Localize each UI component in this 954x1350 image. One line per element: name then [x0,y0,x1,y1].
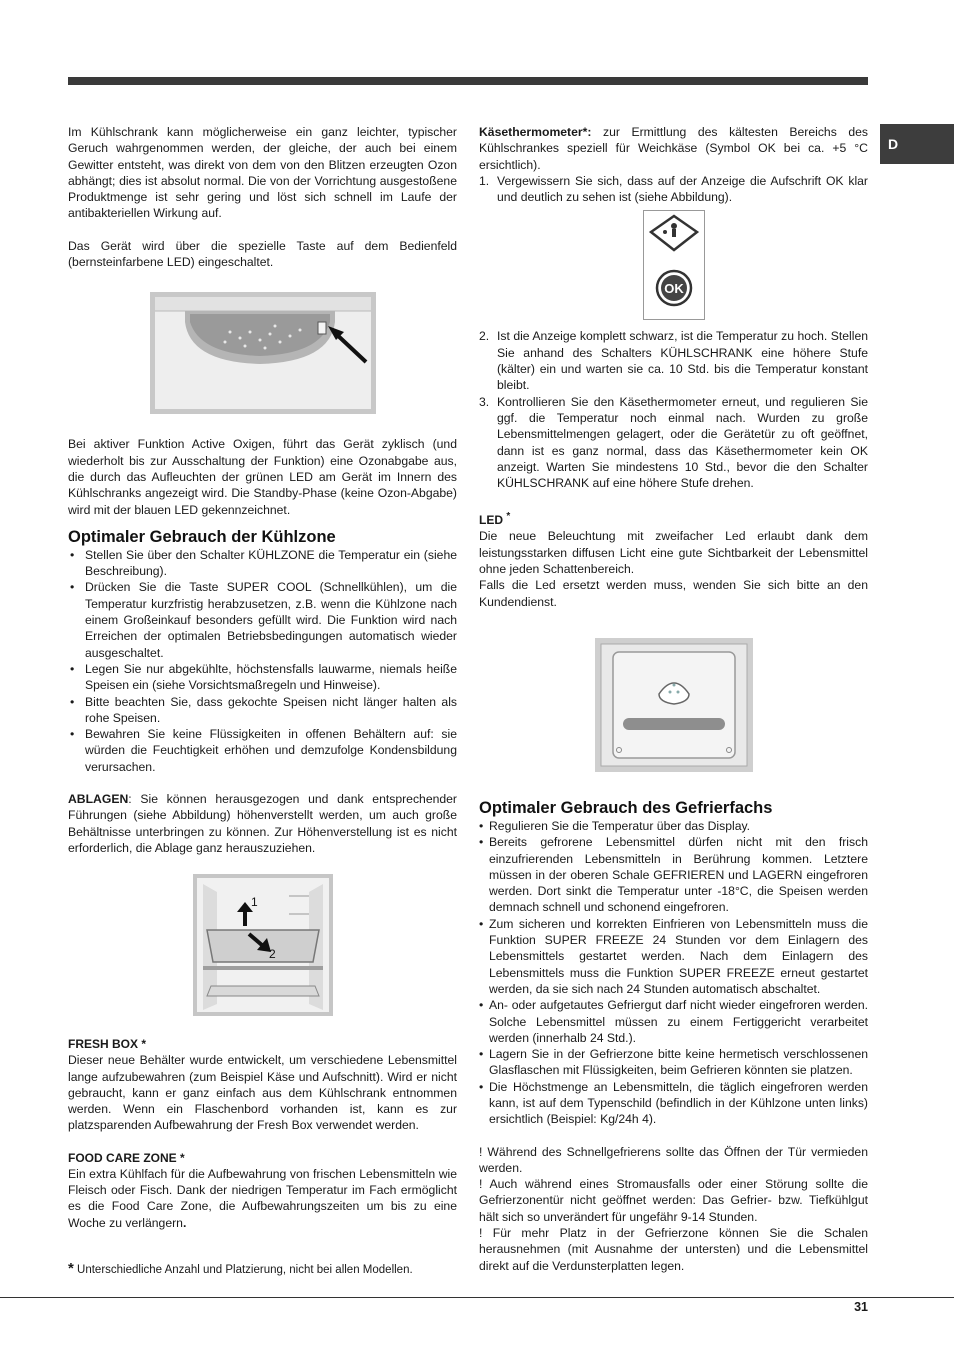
freshbox-paragraph: Dieser neue Behälter wurde entwickelt, um verschiedene Lebensmittel lange aufzubewahren (zum Beispiel Käse und Aufschnitt). Wird er nicht gebraucht, kann er ganz einfach aus dem Kühlschrank entnommen werden. Wenn ein Flaschenbord vorhanden ist, kann es zur platzsparenden Aufbewahrung der Fresh Box verwendet werden. [68,1053,457,1133]
list-item [479,394,868,492]
list-item: • Lagern Sie in der Gefrierzone bitte keine hermetisch verschlossenen Glasflaschen mit Flüssigkeiten, beim Gefrieren könnten sie platzen. [479,1046,868,1079]
intro-paragraph-3: Bei aktiver Funktion Active Oxigen, führt das Gerät zyklisch (und wiederholt bis zur Ausschaltung der Funktion) eine Ozonabgabe aus, die durch das Aufleuchten der grünen LED am Gerät im Innern des Kühlschranks angezeigt wird. Die Standby-Phase (keine Ozon-Abgabe) wird mit der blauen LED gekennzeichnet. [68,437,457,517]
step-number: 1. [479,173,490,188]
list-item: • Bereits gefrorene Lebensmittel dürfen nicht mit den frisch einzufrierenden Lebensmitteln in Berührung kommen. Letztere müssen in der oberen Schale GEFRIEREN und LAGERN eingefroren werden. Dort sinkt die Temperatur unter -18°C, die Speisen werden demnach schnell und schonend eingefroren. [479,834,868,915]
kuehlzone-heading: Optimaler Gebrauch der Kühlzone [68,527,336,546]
gefrierfach-heading: Optimaler Gebrauch des Gefrierfachs [479,798,773,817]
kaese-thermometer-figure [643,210,705,320]
ozone-device-figure [150,292,376,414]
right-column [479,124,868,1274]
shelf-figure [193,874,333,1016]
list-item [479,328,868,393]
warning-1: ! Während des Schnellgefrierens sollte das Öffnen der Tür vermieden werden. [479,1144,868,1175]
ablagen-label: ABLAGEN [68,792,129,807]
top-rule [68,77,868,85]
list-item: • Bewahren Sie keine Flüssigkeiten in offenen Behältern auf: sie würden die Feuchtigkeit erhöhen und demzufolge Kondensbildung verursachen. [68,726,457,775]
list-item: • Bitte beachten Sie, dass gekochte Speisen nicht länger halten als rohe Speisen. [68,694,457,727]
step-text: Kontrollieren Sie den Käsethermometer erneut, und regulieren Sie ggf. die Temperatur noch einmal nach. Wurden zu große Lebensmittelmengen gelagert, oder die Gerätetür zu oft geöffnet, dann ist es ganz normal, dass das Käsethermometer kein OK anzeigt. Warten Sie mindestens 10 Std., bevor die den Schalter KÜHLSCHRANK auf eine höhere Stufe drehen. [497,394,868,491]
list-item [479,173,868,206]
led-paragraph-1: Die neue Beleuchtung mit zweifacher Led erlaubt dank dem leistungsstarken diffusen Licht eine gute Sichtbarkeit der Lebensmittel ohne jeden Schattenbereich. [479,529,868,577]
foodcare-heading: FOOD CARE ZONE * [68,1150,185,1165]
shelf-step-2-label: 2 [268,947,276,962]
footnote-star: * [68,1259,74,1277]
led-light-figure [595,638,753,772]
freshbox-heading: FRESH BOX * [68,1037,147,1052]
shelf-step-1-label: 1 [250,895,258,910]
list-item: • Zum sicheren und korrekten Einfrieren von Lebensmitteln muss die Funktion SUPER FREEZE 24 Stunden vor dem Einlagern des Lebensmittels gestartet werden. Nach dem Einlagern des Lebensmittels muss die Funktion SUPER FREEZE erneut gestartet werden, da sie sich nach 24 Stunden automatisch abschaltet. [479,916,868,997]
kaese-paragraph [479,124,868,173]
step-number: 3. [479,394,490,409]
intro-paragraph-1: Im Kühlschrank kann möglicherweise ein ganz leichter, typischer Geruch wahrgenommen werden, der gleiche, der auch bei einem Gewitter entsteht, was direkt von dem von den Blitzen erzeugten Ozon abhängt; dies ist absolut normal. Die von der Vorrichtung ausgestoßene Produktmenge ist sehr gering und löst sich schnell im Laufe der antibakteriellen Wirkung auf. [68,125,457,221]
kaese-label: Käsethermometer [479,125,583,139]
step-text: Ist die Anzeige komplett schwarz, ist die Temperatur zu hoch. Stellen Sie anhand des Schalters KÜHLSCHRANK eine höhere Stufe (kälter) ein und warten sie ca. 10 Std. bis die Temperatur konstant bleibt. [497,329,868,393]
led-paragraph-2: Falls die Led ersetzt werden muss, wenden Sie sich bitte an den Kundendienst. [479,578,868,609]
list-item: • Drücken Sie die Taste SUPER COOL (Schnellkühlen), um die Temperatur kurzfristig herabzusetzen, z.B. wenn die Kühlzone nach einem Großeinkauf besonders gefüllt wird. Die Funktion wird nach Erreichen der optimalen Betriebsbedingungen automatisch wieder ausgeschaltet. [68,579,457,660]
kuehlzone-list [68,547,457,775]
footnote [68,1261,457,1278]
footnote-text: Unterschiedliche Anzahl und Platzierung, nicht bei allen Modellen. [73,1263,413,1276]
left-column [68,124,457,1278]
ablagen-text: : Sie können herausgezogen und dank entsprechender Führungen (siehe Abbildung) höhenverstellt werden, um auch große Behältnisse unterbringen zu können. Zur Höhenverstellung ist es nicht erforderlich, die Ablage ganz herauszuziehen. [68,792,457,855]
ok-symbol: OK [663,281,684,297]
foodcare-text: Ein extra Kühlfach für die Aufbewahrung von frischen Lebensmitteln wie Fleisch oder Fisch. Dank der niedrigen Temperatur im Fach ermöglicht es die Food Care Zone, die Aufbewahrungszeiten um bis zu eine Woche zu verlängern [68,1166,457,1230]
led-title: LED [479,513,503,528]
list-item: • Die Höchstmenge an Lebensmitteln, die täglich eingefroren werden kann, ist auf dem Typenschild (befindlich in der Kühlzone unten links) ersichtlich (Beispiel: Kg/24h 4). [479,1079,868,1128]
gefrierfach-list [479,818,868,1128]
led-star: * [506,511,511,523]
footer-rule [0,1297,954,1298]
kaese-steps-1 [479,173,868,206]
step-text: Vergewissern Sie sich, dass auf der Anzeige die Aufschrift OK klar und deutlich zu sehen ist (siehe Abbildung). [497,173,868,205]
warning-2: ! Auch während eines Stromausfalls oder einer Störung sollte die Gefrierzonentür nicht geöffnet werden: Das Gefrier- bzw. Tiefkühlgut hält sich so unverändert für ungefähr 9-14 Stunden. [479,1177,868,1224]
language-tab: D [880,124,954,164]
led-heading [479,509,868,528]
kaese-star: *: [582,125,592,139]
foodcare-paragraph [68,1166,457,1231]
page-number: 31 [854,1300,868,1314]
kaese-text: zur Ermittlung des kältesten Bereichs des Kühlschrankes speziell für Weichkäse (Symbol OK bei ca. +5 °C ersichtlich). [479,125,868,172]
list-item: • An- oder aufgetautes Gefriergut darf nicht wieder eingefroren werden. Solche Lebensmittel müssen zu einem Fertiggericht verarbeitet werden (innerhalb 24 Std.). [479,997,868,1046]
step-number: 2. [479,329,490,344]
intro-paragraph-2: Das Gerät wird über die spezielle Taste auf dem Bedienfeld (bernsteinfarbene LED) eingeschaltet. [68,238,457,270]
foodcare-period: . [182,1215,187,1230]
warning-3: ! Für mehr Platz in der Gefrierzone können Sie die Schalen herausnehmen (mit Ausnahme der untersten) und die Lebensmittel direkt auf die Verdunsterplatten legen. [479,1226,868,1273]
list-item: • Regulieren Sie die Temperatur über das Display. [479,818,868,834]
kaese-steps-2 [479,328,868,491]
ablagen-paragraph [68,791,457,856]
list-item: • Stellen Sie über den Schalter KÜHLZONE die Temperatur ein (siehe Beschreibung). [68,547,457,580]
list-item: • Legen Sie nur abgekühlte, höchstensfalls lauwarme, niemals heiße Speisen ein (siehe Vorsichtsmaßregeln und Hinweise). [68,661,457,694]
